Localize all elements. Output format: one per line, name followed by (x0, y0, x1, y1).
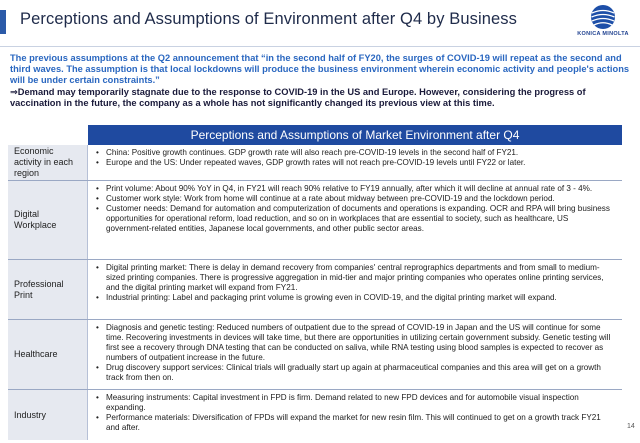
bullet: • Print volume: About 90% YoY in Q4, in FY21 will reach 90% relative to FY19 annually, after which it will decline at annual rate of 3 - 4%. (94, 184, 616, 194)
row-description (88, 320, 622, 389)
bullet: • Europe and the US: Under repeated waves, GDP growth rates will not reach pre-COVID-19 levels until FY22 or later. (94, 158, 616, 168)
intro-text (10, 53, 630, 109)
row-description (88, 181, 622, 259)
title-bar (0, 0, 640, 48)
row-category: Industry (8, 390, 88, 440)
environment-table (8, 125, 622, 440)
row-description (88, 145, 622, 180)
intro-conclusion: ⇒Demand may temporarily stagnate due to the response to COVID-19 in the US and Europe. However, considering the progress of vaccination in the future, the company as a whole has not significantly changed its previous view at this time. (10, 86, 586, 108)
row-description (88, 260, 622, 319)
title-accent-bar (0, 10, 6, 34)
table-row (8, 181, 622, 260)
bullet: • Performance materials: Diversification of FPDs will expand the market for new resin film. This will continued to get on a growth track FY21 and after. (94, 413, 616, 433)
row-category: Healthcare (8, 320, 88, 389)
bullet: • Diagnosis and genetic testing: Reduced numbers of outpatient due to the spread of COVID-19 in Japan and the US will continue for some time. Recovering investments in devices will take time, but there are opportunities in utilizing certain government subsidy. Genetic testing will first see a recovery through DNA testing that can be conducted on saliva, while RNA testing using blood samples is expected to recover as numbers of outpatient increase in the future. (94, 323, 616, 363)
row-category: Economic activity in each region (8, 145, 88, 180)
page-number: 14 (627, 423, 635, 430)
table-row (8, 145, 622, 181)
company-logo (572, 4, 634, 44)
bullet: • Measuring instruments: Capital investment in FPD is firm. Demand related to new FPD devices and for automobile visual inspection expanding. (94, 393, 616, 413)
table-row (8, 390, 622, 440)
logo-text: KONICA MINOLTA (577, 31, 629, 37)
row-category: Digital Workplace (8, 181, 88, 259)
table-header: Perceptions and Assumptions of Market Environment after Q4 (88, 125, 622, 145)
title-divider (0, 46, 640, 47)
page-title: Perceptions and Assumptions of Environment after Q4 by Business (20, 10, 517, 28)
globe-logo-icon (590, 4, 616, 30)
bullet: • Industrial printing: Label and packaging print volume is growing even in COVID-19, and the digital printing market will expand. (94, 293, 616, 303)
bullet: • Customer work style: Work from home will continue at a rate about midway between pre-COVID-19 and the lockdown period. (94, 194, 616, 204)
table-row (8, 260, 622, 320)
bullet: • Digital printing market: There is delay in demand recovery from companies' central reprographics departments and from small to medium-sized printing companies. There is progressive aggregation in mid-tier and major printing companies who operates online printing services, and the digital printing market will expand from FY21. (94, 263, 616, 293)
bullet: • Drug discovery support services: Clinical trials will gradually start up again at pharmaceutical companies and this area will get on a growth track from then on. (94, 363, 616, 383)
table-row (8, 320, 622, 390)
row-description (88, 390, 622, 440)
bullet: • China: Positive growth continues. GDP growth rate will also reach pre-COVID-19 levels in the second half of FY21. (94, 148, 616, 158)
bullet: • Customer needs: Demand for automation and computerization of documents and operations is expanding. OCR and RPA will bring business opportunities for operational reform, load reduction, and so on in workplaces that are essential to society, such as healthcare, US government-related entities, Japanese local governments, and other public sector areas. (94, 204, 616, 234)
intro-paragraph: The previous assumptions at the Q2 announcement that “in the second half of FY20, the surges of COVID-19 will repeat as the second and third waves. The assumption is that local lockdowns will produce the business environment wherein economic activity and people's actions will be under certain constraints.” (10, 53, 630, 86)
row-category: Professional Print (8, 260, 88, 319)
header-spacer (8, 125, 88, 145)
